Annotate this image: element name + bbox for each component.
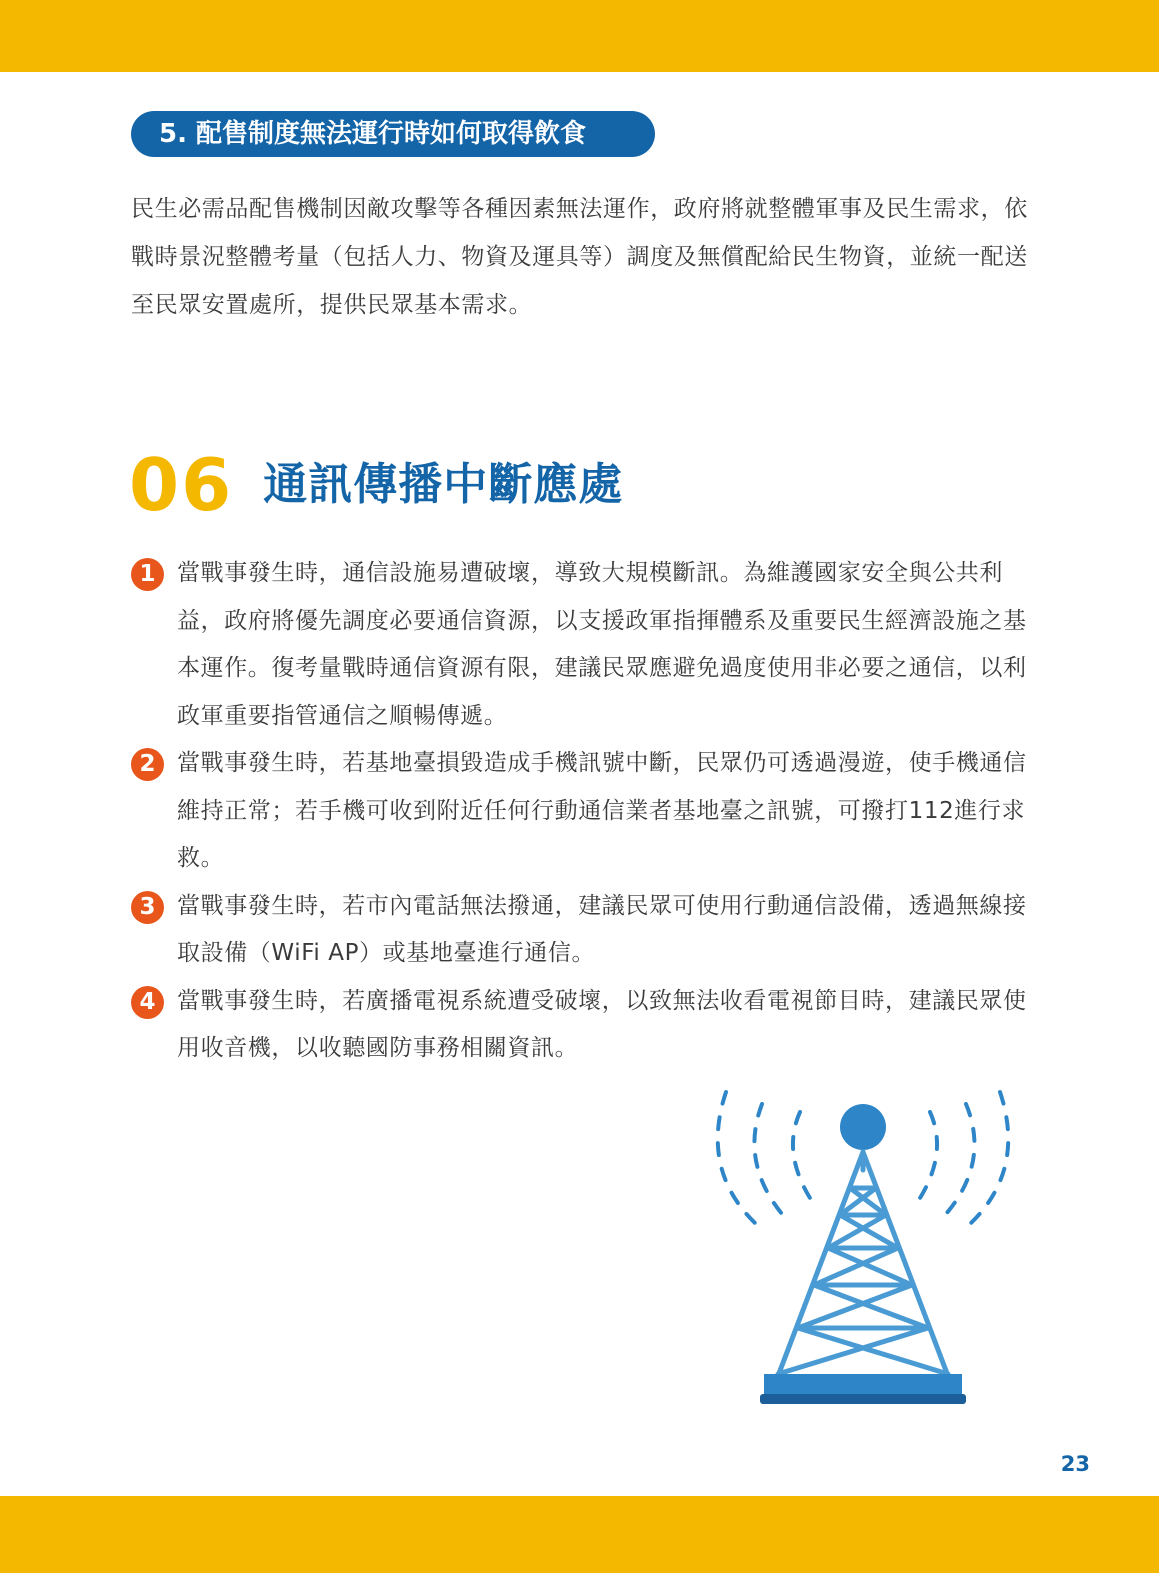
list-item: [131, 978, 1031, 1073]
chapter-number: 06: [129, 443, 234, 527]
radio-tower-icon: [700, 1080, 1020, 1410]
number-badge: 3: [131, 891, 164, 924]
instruction-list: [131, 550, 1031, 1073]
list-item-text: 當戰事發生時，若市內電話無法撥通，建議民眾可使用行動通信設備，透過無線接取設備（WiFi AP）或基地臺進行通信。: [177, 892, 1027, 966]
list-item-text: 當戰事發生時，通信設施易遭破壞，導致大規模斷訊。為維護國家安全與公共利益，政府將優先調度必要通信資源，以支援政軍指揮體系及重要民生經濟設施之基本運作。復考量戰時通信資源有限，建議民眾應避免過度使用非必要之通信，以利政軍重要指管通信之順暢傳遞。: [177, 560, 1027, 729]
list-item: [131, 550, 1031, 740]
number-badge: 2: [131, 748, 164, 781]
page-number: 23: [1060, 1452, 1090, 1476]
list-item-text: 當戰事發生時，若基地臺損毀造成手機訊號中斷，民眾仍可透過漫遊，使手機通信維持正常；若手機可收到附近任何行動通信業者基地臺之訊號，可撥打112進行求救。: [177, 750, 1027, 871]
section-heading: 5. 配售制度無法運行時如何取得飲食: [131, 111, 655, 157]
number-badge: 4: [131, 986, 164, 1019]
chapter-title: 通訊傳播中斷應處: [263, 459, 624, 510]
footer-bar: [0, 1496, 1159, 1573]
section-paragraph: 民生必需品配售機制因敵攻擊等各種因素無法運作，政府將就整體軍事及民生需求，依戰時景況整體考量（包括人力、物資及運具等）調度及無償配給民生物資，並統一配送至民眾安置處所，提供民眾基本需求。: [131, 196, 1028, 318]
chapter-header: [129, 440, 623, 530]
list-item: [131, 740, 1031, 883]
number-badge: 1: [131, 558, 164, 591]
list-item-text: 當戰事發生時，若廣播電視系統遭受破壞，以致無法收看電視節目時，建議民眾使用收音機，以收聽國防事務相關資訊。: [177, 987, 1027, 1061]
header-bar: [0, 0, 1159, 72]
list-item: [131, 883, 1031, 978]
